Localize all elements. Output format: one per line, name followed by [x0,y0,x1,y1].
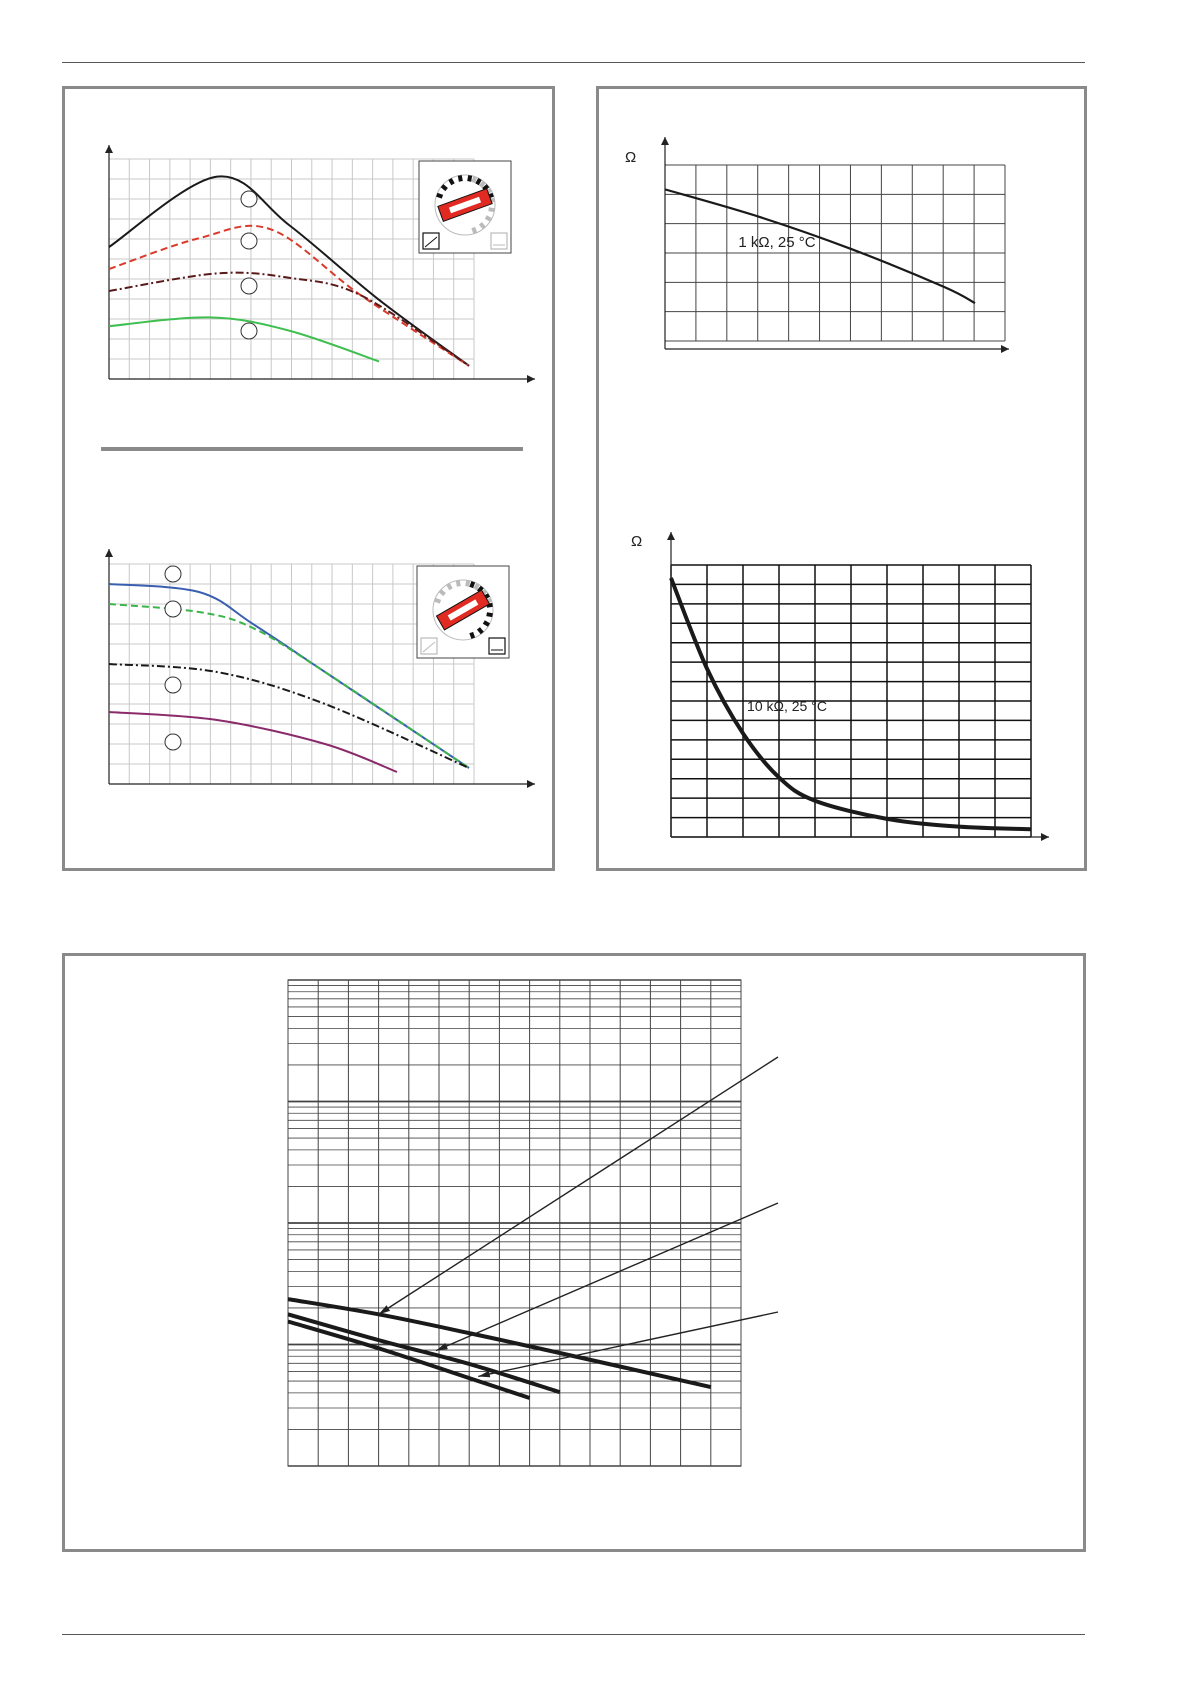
dial-scale-tick [450,179,453,184]
dial-scale-tick [477,179,480,184]
y-axis-arrow [667,532,675,540]
chart-upper [105,145,535,383]
x-axis-arrow [1041,833,1049,841]
series-line-1 [109,584,469,768]
curve-marker [241,278,257,294]
dial-scale-tick [473,228,475,234]
resistance-svg [599,89,1084,868]
chart-1k [661,137,1009,353]
series-line-3 [109,664,469,768]
dial-scale-tick [471,633,473,639]
chart-log [288,980,778,1466]
chart-lower [105,549,535,788]
series-line-2 [109,604,469,768]
dial-scale-tick [435,600,441,602]
dial-scale-tick [486,217,491,220]
curve-marker [241,323,257,339]
dial-scale-tick [475,584,478,589]
chart-10k [667,532,1049,841]
annotation-10k: 10 kΩ, 25 °C [747,698,827,714]
log-chart-panel [62,953,1086,1552]
curve-marker [165,601,181,617]
pump-curves-svg [65,89,552,868]
y-axis-arrow [661,137,669,145]
series-line-4 [109,712,397,772]
dial-scale-tick [437,195,443,197]
dial-scale-tick [489,209,495,210]
y-axis-arrow [105,145,113,153]
dial-scale-tick [448,584,451,589]
dial-scale-tick [469,175,470,181]
log-chart-svg [65,956,1083,1549]
dial-scale-tick [473,177,475,183]
dial-scale-tick [487,614,493,615]
footer-rule [62,1634,1085,1635]
annotation-1k: 1 kΩ, 25 °C [738,234,816,251]
flat-icon [489,638,505,654]
curve-marker [165,734,181,750]
x-axis-arrow [527,375,535,383]
curve-marker [241,191,257,207]
y-axis-arrow [105,549,113,557]
x-axis-arrow [1001,345,1009,353]
dial-scale-tick [458,580,459,586]
ohm-label-2: Ω [631,533,643,550]
pump-curves-panel [62,86,555,871]
dial-scale-tick [484,622,489,625]
dial-scale-tick [471,582,473,588]
series-line-1 [109,176,469,365]
dial-scale-tick [460,175,461,181]
series-line-2 [109,226,469,366]
curve-marker [165,677,181,693]
ohm-label-1: Ω [625,149,637,166]
dial-scale-tick [467,580,468,586]
flat-icon [491,233,507,249]
resistance-panel [596,86,1087,871]
header-rule [62,62,1085,63]
curve-marker [165,566,181,582]
curve-marker [241,233,257,249]
x-axis-arrow [527,780,535,788]
